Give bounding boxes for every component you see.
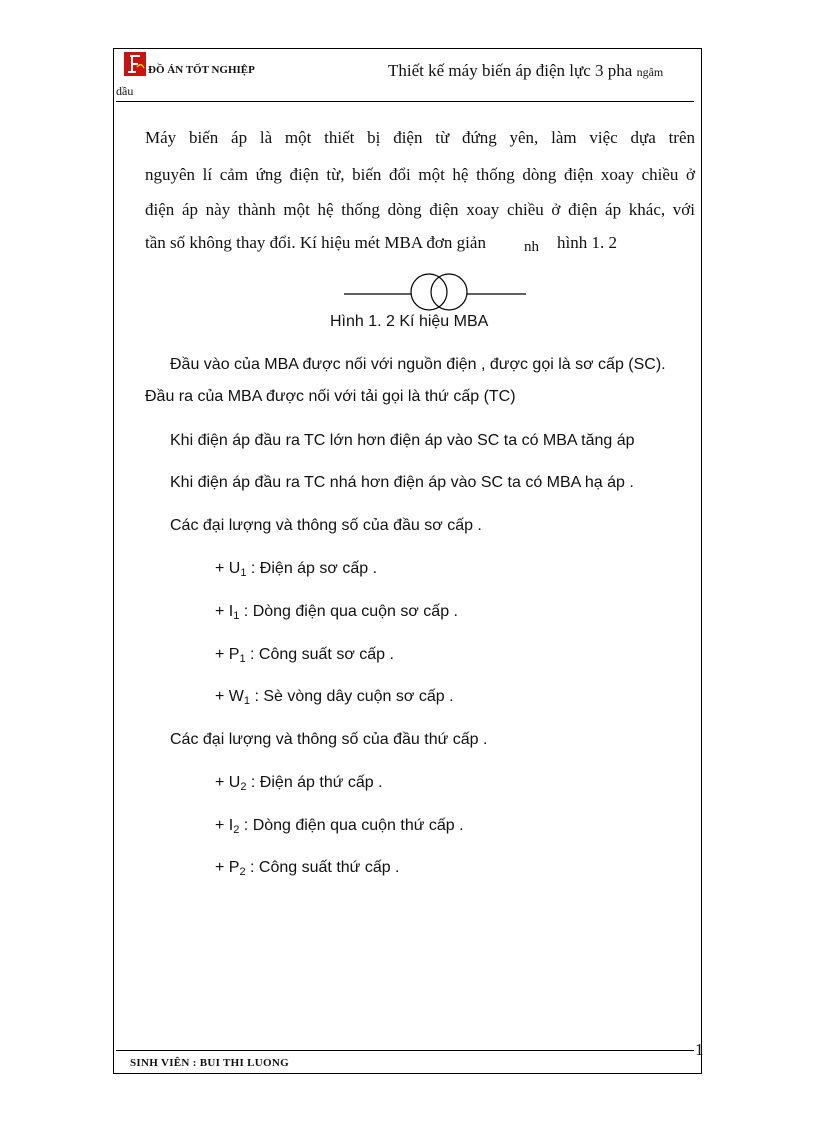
body-p3: Khi điện áp đầu ra TC nhá hơn điện áp vào SC ta có MBA hạ áp . <box>170 474 634 491</box>
footer-student: SINH VIÊN : BUI THI LUONG <box>130 1057 289 1069</box>
intro-line-4: tần số không thay đổi. Kí hiệu mét MBA đơn giản <box>145 233 486 252</box>
header-title-left: ĐỒ ÁN TỐT NGHIỆP <box>148 64 255 76</box>
figure-caption: Hình 1. 2 Kí hiệu MBA <box>330 313 489 330</box>
header-divider <box>116 101 694 102</box>
body-p2: Khi điện áp đầu ra TC lớn hơn điện áp vào SC ta có MBA tăng áp <box>170 432 635 449</box>
header-title-wrap: dầu <box>116 84 134 98</box>
secondary-heading: Các đại lượng và thông số của đầu thứ cấp . <box>170 731 488 748</box>
header-title-right: Thiết kế máy biến áp điện lực 3 pha ngâm <box>388 61 664 80</box>
primary-item: + $I_1$ : Dòng điện qua cuộn sơ cấp . <box>215 603 458 622</box>
transformer-symbol <box>340 270 530 315</box>
secondary-item: + $I_2$ : Dòng điện qua cuộn thứ cấp . <box>215 817 464 836</box>
primary-item: + $W_1$ : Sè vòng dây cuộn sơ cấp . <box>215 688 454 707</box>
footer-divider <box>116 1050 694 1051</box>
secondary-item: + $U_2$ : Điện áp thứ cấp . <box>215 774 383 793</box>
intro-line-4-end: hình 1. 2 <box>557 233 617 252</box>
symbol-coil-primary <box>411 274 447 310</box>
page-number: 1 <box>695 1040 704 1059</box>
primary-item: + $P_1$ : Công suất sơ cấp . <box>215 646 394 665</box>
body-p1a: Đầu vào của MBA được nối với nguồn điện , được gọi là sơ cấp (SC). <box>170 356 666 373</box>
intro-line-3: điện áp này thành một hệ thống dòng điện xoay chiều ở điện áp khác, với <box>145 200 695 219</box>
primary-item: + $U_1$ : Điện áp sơ cấp . <box>215 560 378 579</box>
intro-line-4-sub: nh <box>524 239 539 255</box>
body-p1b: Đầu ra của MBA được nối với tải gọi là thứ cấp (TC) <box>145 388 516 405</box>
logo-icon <box>124 52 146 76</box>
intro-line-2: nguyên lí cảm ứng điện từ, biến đổi một hệ thống dòng điện xoay chiều ở <box>145 165 695 184</box>
symbol-coil-secondary <box>431 274 467 310</box>
intro-line-1: Máy biến áp là một thiết bị điện từ đứng yên, làm việc dựa trên <box>145 128 695 147</box>
secondary-item: + $P_2$ : Công suất thứ cấp . <box>215 859 400 878</box>
primary-heading: Các đại lượng và thông số của đầu sơ cấp . <box>170 517 482 534</box>
